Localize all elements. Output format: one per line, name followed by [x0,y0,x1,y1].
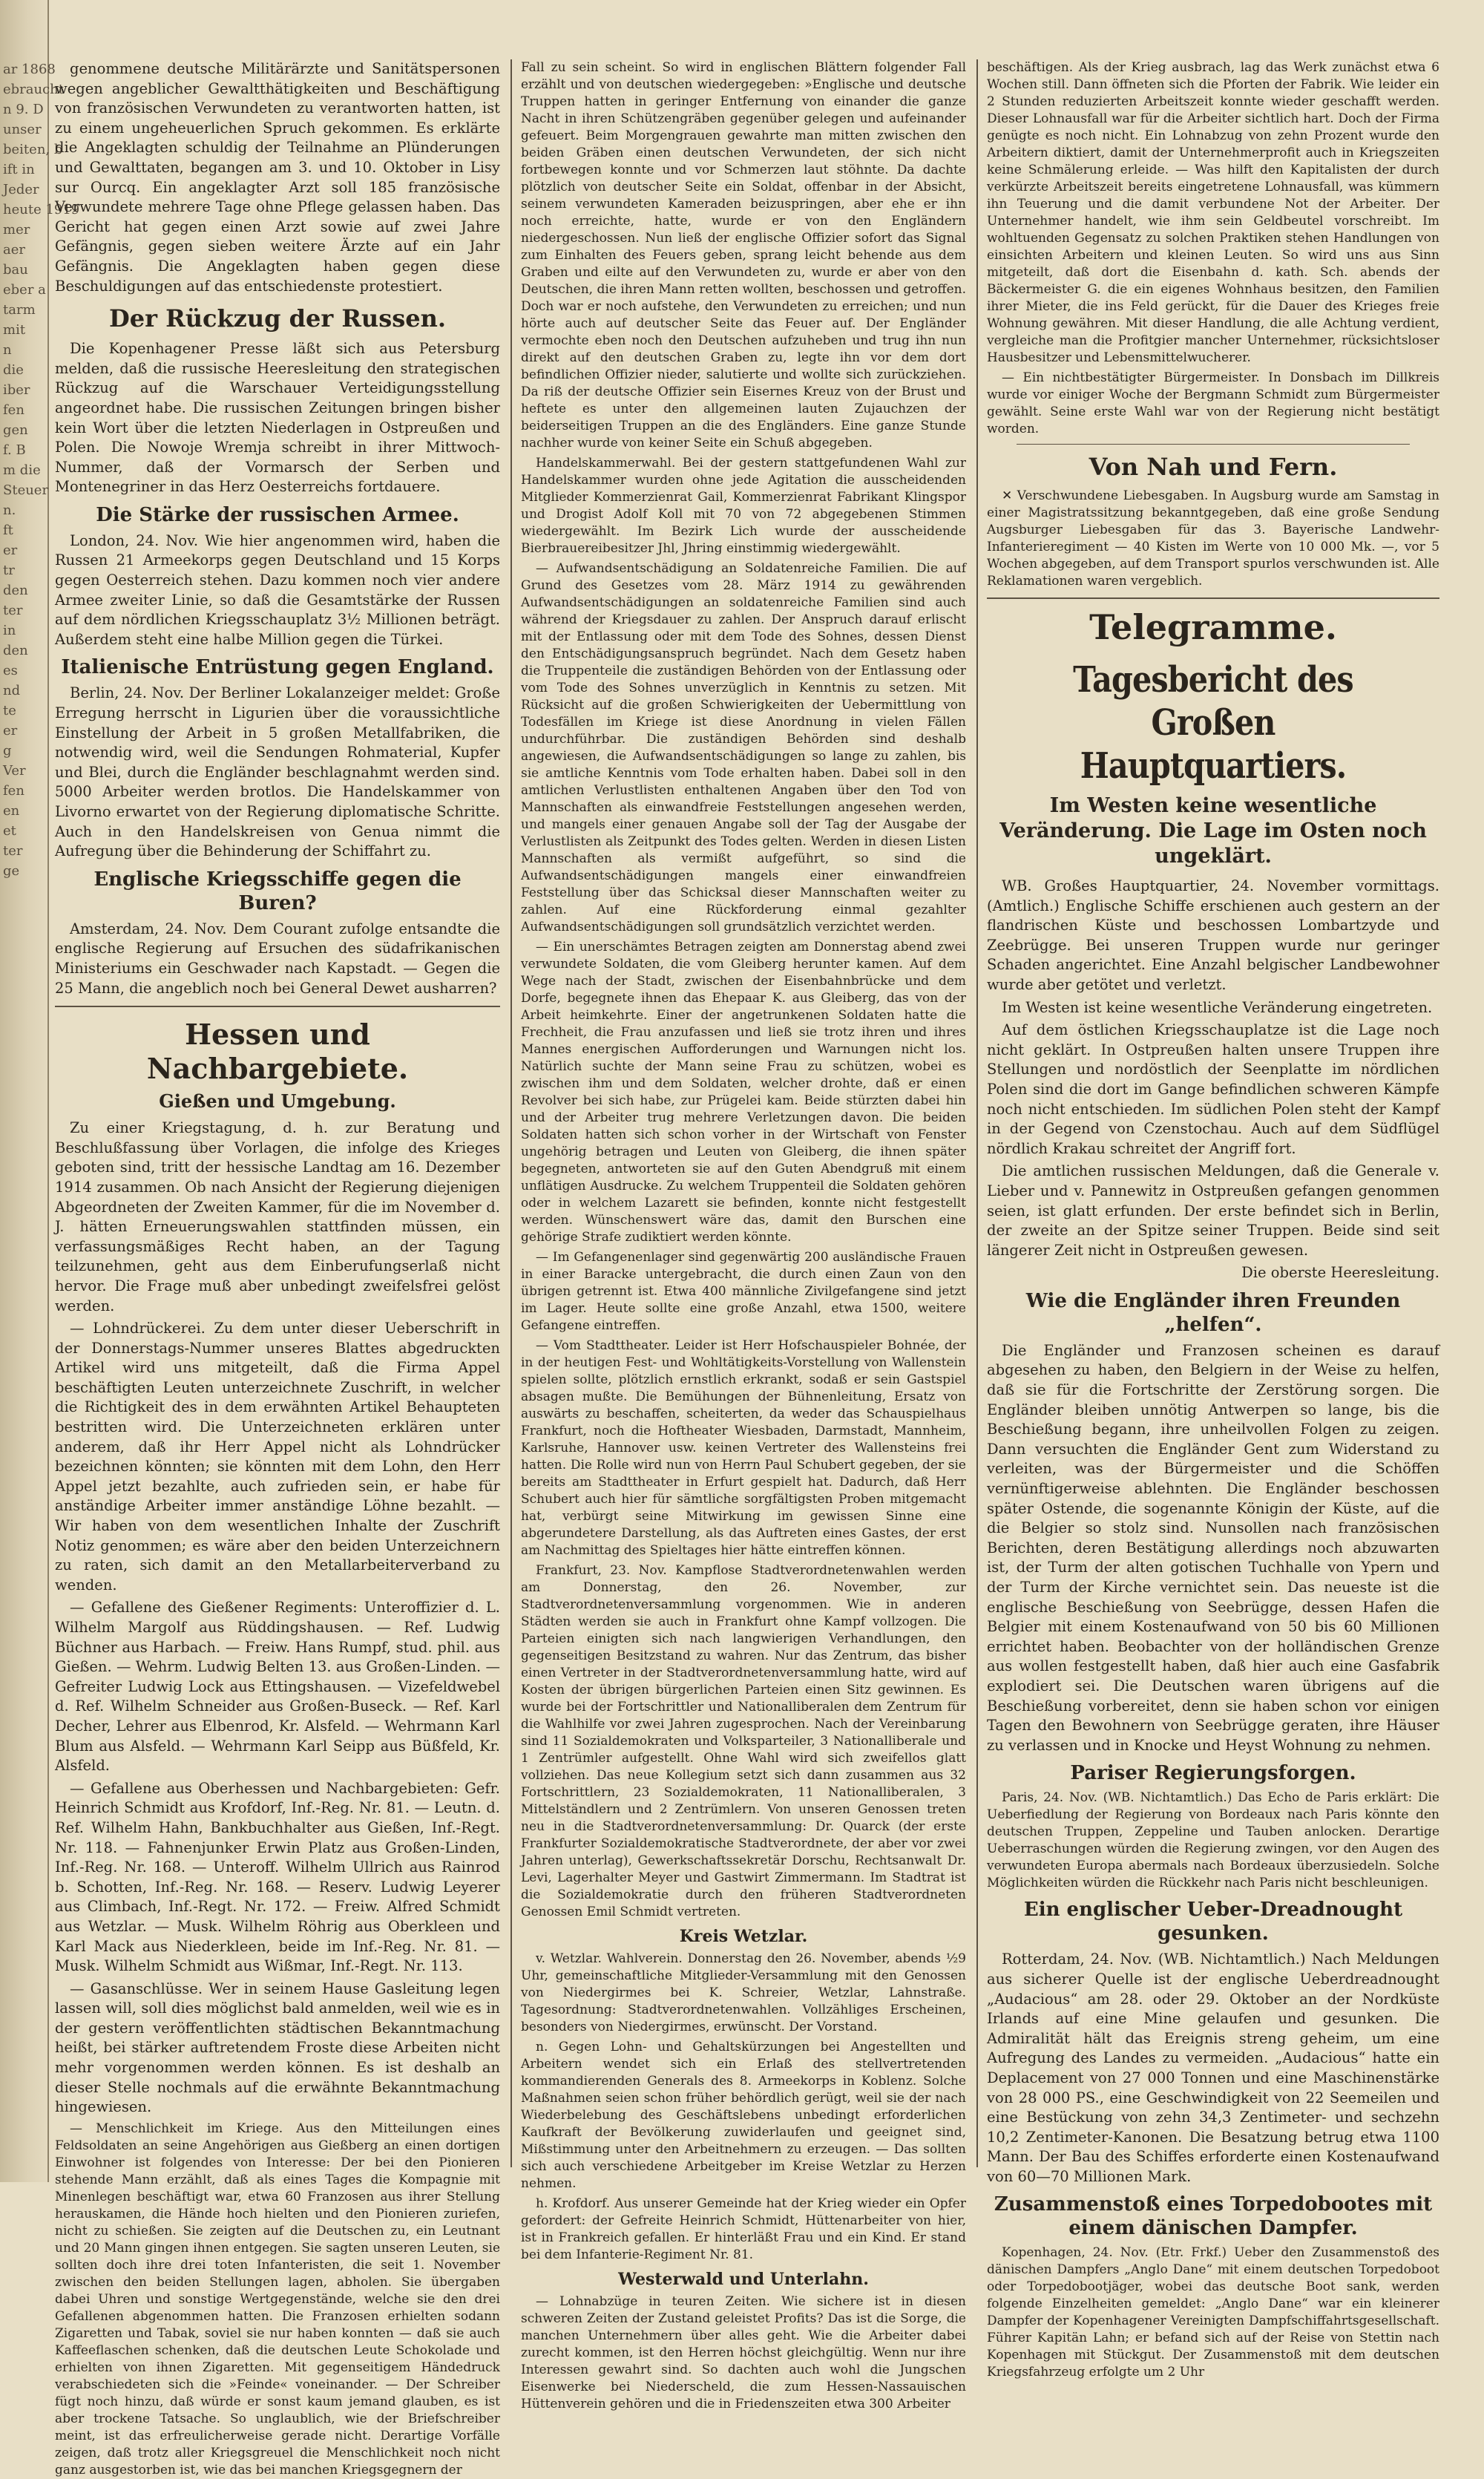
article-text: v. Wetzlar. Wahlverein. Donnerstag den 26. November, abends ½9 Uhr, gemeinschaftliche Mitglieder-Versammlung mit den Genossen von Niedergirmes bei K. Schreier, Wetzlar, Lahnstraße. Tagesordnung: Stadtverordnetenwahlen. Vollzähliges Erscheinen, besonders von Niedergirmes, erwünscht. Der Vorstand. [521,1951,966,2034]
bleed-line: aer [3,242,25,258]
bleed-line: ift in [3,162,35,177]
article-text: — Menschlichkeit im Kriege. Aus den Mitteilungen eines Feldsoldaten an seine Angehörigen aus Gießberg an einen dortigen Einwohner ist folgendes von Interesse: Der bei den Pionieren stehende Mann erzählt, daß als eines Tages die Kompagnie mit Minenlegen beschäftigt war, etwa 60 Franzosen aus ihrer Stellung herauskamen, die Hände hoch hielten und den Pionieren zuriefen, nicht zu schießen. Sie zeigten auf die Deutschen zu, ein Leutnant und 20 Mann gingen ihnen entgegen. Sie sagten unseren Leuten, sie sollten doch ihre drei toten Infanteristen, die seit 1. November zwischen den beiden Stellungen lagen, abholen. Sie übergaben dabei Uhren und sonstige Wertgegenstände, welche sie den drei Gefallenen abgenommen hatten. Die Franzosen erhielten sodann Zigaretten und Tabak, soviel sie nur haben konnten — daß sie auch Kaffeeflaschen schenken, daß die deutschen Leute Schokolade und erhielten von ihnen Zigaretten. Mit gegenseitigem Händedruck verabschiedeten sich die »Feinde« voneinander. — Der Schreiber fügt noch hinzu, daß würde er sonst kaum jemand glauben, es ist aber trockene Tatsache. So unglaublich, wie der Briefschreiber meint, ist das erfreulicherweise gerade nicht. Derartige Vorfälle zeigen, daß trotz aller Kriegsgreuel die Menschlichkeit noch nicht ganz ausgestorben ist, wie das bei manchen Kriegsgegnern der [55,2121,500,2478]
article-text: — Vom Stadttheater. Leider ist Herr Hofschauspieler Bohnée, der in der heutigen Fest- und Wohltätigkeits-Vorstellung von Wallenstein spielen sollte, plötzlich ernstlich erkrankt, sodaß er sein Gastspiel absagen mußte. Die Bemühungen der Bühnenleitung, Ersatz von auswärts zu beschaffen, scheiterten, da weder das Schauspielhaus Frankfurt, noch die Hoftheater Wiesbaden, Darmstadt, Mannheim, Karlsruhe, Hannover usw. keinen Vertreter des Wallensteins frei hatten. Die Rolle wird nun von Herrn Paul Schubert gegeben, der sie bereits am Stadttheater in Erfurt gespielt hat. Dadurch, daß Herr Schubert auch hier für sämtliche sorgfältigsten Proben mitgemacht hat, verbürgt seine Mitwirkung im gewissen Sinne eine abgerundetere Darstellung, als das Auftreten eines Gastes, der erst am Nachmittag des Spieltages hier hätte eintreffen können. [521,1338,966,1558]
bleed-line: ter [3,843,23,859]
article-text: Die Kopenhagener Presse läßt sich aus Petersburg melden, daß die russische Heeresleitung den strategischen Rückzug auf die Warschauer Verteidigungsstellung angeordnet habe. Die russischen Zeitungen bringen bisher kein Wort über die letzten Niederlagen in Ostpreußen und Polen. Die Nowoje Wremja schreibt in ihrer Mittwoch-Nummer, daß der Vormarsch der Serben und Montenegriner in das Herz Oesterreichs fortdauere. [55,340,500,496]
article-text: — Lohnabzüge in teuren Zeiten. Wie sichere ist in diesen schweren Zeiten der Zustand geleistet Profits? Das ist die Sorge, die manchen Unternehmern über alles geht. Wie die Arbeiter dabei zurecht kommen, ist den Herren höchst gleichgültig. Wenn nur ihre Interessen gewahrt sind. So dachten auch wohl die Jungschen Eisenwerke bei Niederscheld, die zum Hessen-Nassauischen Hüttenverein gehören und die in Friedenszeiten etwa 300 Arbeiter [521,2294,966,2411]
article-text: — Ein nichtbestätigter Bürgermeister. In Donsbach im Dillkreis wurde vor einiger Woche der Bergmann Schmidt zum Bürgermeister gewählt. Seine erste Wahl war von der Regierung nicht bestätigt worden. [987,370,1439,436]
article-text: Fall zu sein scheint. So wird in englischen Blättern folgender Fall erzählt und von deutschen wiedergegeben: »Englische und deutsche Truppen hatten in geringer Entfernung von einander die ganze Nacht in ihren Schützengräben gegenüber gelegen und aufeinander gefeuert. Beim Morgengrauen gewahrte man mitten zwischen den beiden Gräben einen deutschen Verwundeten, der sich nicht fortbewegen konnte und vor Schmerzen laut stöhnte. Da dachte plötzlich von deutscher Seite ein Soldat, offenbar in der Absicht, seinem verwundeten Kameraden beizuspringen, aber ehe er ihn noch erreichte, hatte, wurde er von den Engländern niedergeschossen. Nun ließ der englische Offizier sofort das Signal zum Einhalten des Feuers geben, sprang leicht behende aus dem Graben und eilte auf den Verwundeten zu, wurde er aber von den Deutschen, die ihren Mann retten wollten, beschossen und getroffen. Doch war er noch aufstehe, den Verwundeten zu erreichen; und nun hörte auch auf deutscher Seite das Feuer auf. Der Engländer vermochte eben noch den Deutschen aufzuheben und trug ihn nun direkt auf den deutschen Graben zu, legte ihn vor dem dort befindlichen Offizier nieder, salutierte und wollte sich zurückziehen. Da riß der deutsche Offizier sein Eisernes Kreuz von der Brust und heftete es unter den allgemeinen lauten Zujauchzen der beiderseitigen Truppen an die des Engländers. Eine ganze Stunde nachher wurde von keiner Seite ein Schuß abgegeben. [521,60,966,451]
bleed-line: ar 1868 [3,62,56,77]
article-text: ✕ Verschwundene Liebesgaben. In Augsburg wurde am Samstag in einer Magistratssitzung bekanntgegeben, daß eine große Sendung Augsburger Liebesgaben für das 3. Bayerische Landwehr-Infanterieregiment — 40 Kisten im Werte von 10 000 Mk. —, vor 5 Wochen abgegeben, auf dem Transport spurlos verschwunden ist. Alle Reklamationen waren vergeblich. [987,488,1439,589]
article-text: — Aufwandsentschädigung an Soldatenreiche Familien. Die auf Grund des Gesetzes vom 28. März 1914 zu gewährenden Aufwandsentschädigungen an soldatenreiche Familien sind auch während der Kriegsdauer zu zahlen. Der Anspruch darauf erlischt mit der Entlassung oder mit dem Tode des Sohnes, dessen Dienst den Entschädigungsanspruch begründet. Nach dem Gesetz haben die Truppenteile die zuständigen Behörden von der Entlassung oder vom Tode des Sohnes unverzüglich in Kenntnis zu setzen. Mit Rücksicht auf die großen Schwierigkeiten der Uebermittlung von Todesfällen im Kriege ist diese Anordnung in vielen Fällen undurchführbar. Die zuständigen Behörden sind deshalb angewiesen, die Aufwandsentschädigungen so lange zu zahlen, bis sie amtliche Kenntnis vom Tode erhalten haben. Dabei soll in den amtlichen Verlustlisten enthaltenen Angaben über den Tod von Mannschaften als einwandfreie Feststellungen angesehen werden, und mangels einer genauen Angabe soll der Tag der Ausgabe der Verlustlisten als Zeitpunkt des Todes gelten. Werden in diesen Listen Mannschaften als vermißt aufgeführt, so sind die Aufwandsentschädigungen mangels einer einwandfreien Feststellung über das Schicksal dieser Mannschaften weiter zu zahlen. Auf eine Rückforderung einmal gezahlter Aufwandsentschädigungen soll grundsätzlich verzichtet werden. [521,561,966,934]
bleed-line: iber [3,382,30,398]
section-divider [1017,444,1410,445]
headline-buren: Englische Kriegsschiffe gegen die Buren? [93,868,462,914]
article-text: — Gasanschlüsse. Wer in seinem Hause Gasleitung legen lassen will, soll dies möglichst bald anmelden, weil wie es in der gestern veröffentlichten städtischen Bekanntmachung heißt, bei stärker auftretendem Froste diese Arbeiten nicht mehr vorgenommen werden können. Es ist deshalb an dieser Stelle nochmals auf die erwähnte Bekanntmachung hingewiesen. [55,1979,500,2116]
bleed-line: die [3,362,24,378]
article-text: h. Krofdorf. Aus unserer Gemeinde hat der Krieg wieder ein Opfer gefordert: der Gefreite Heinrich Schmidt, Hüttenarbeiter von hier, ist in Frankreich gefallen. Er hinterläßt Frau und ein Kind. Er stand bei dem Infanterie-Regiment Nr. 81. [521,2196,966,2262]
bleed-line: te [3,703,16,718]
bleed-line: ter [3,603,23,618]
article-text: — Gefallene des Gießener Regiments: Unteroffizier d. L. Wilhelm Margolf aus Rüddingshausen. — Ref. Ludwig Büchner aus Harbach. — Freiw. Hans Rumpf, stud. phil. aus Gießen. — Wehrm. Ludwig Belten 13. aus Großen-Linden. — Gefreiter Ludwig Lock aus Ettingshausen. — Vizefeldwebel d. Ref. Wilhelm Schneider aus Großen-Buseck. — Ref. Karl Decher, Lehrer aus Elbenrod, Kr. Alsfeld. — Wehrmann Karl Blum aus Alsfeld. — Wehrmann Karl Seipp aus Büßfeld, Kr. Alsfeld. [55,1599,500,1775]
bleed-line: et [3,823,16,839]
article-text: n. Gegen Lohn- und Gehaltskürzungen bei Angestellten und Arbeitern wendet sich ein Erlaß des stellvertretenden kommandierenden Generals des 8. Armeekorps in Koblenz. Solche Maßnahmen seien schon früher behördlich gerügt, weil sie der nach Wiederbelebung des Geschäftslebens unbedingt erforderlichen Kaufkraft der Bevölkerung zuwiderlaufen und geeignet sind, Mißstimmung unter den Arbeitnehmern zu erzeugen. — Das sollten sich auch verschiedene Arbeitgeber im Kreise Wetzlar zu Herzen nehmen. [521,2040,966,2191]
section-title-telegramme: Telegramme. [1089,607,1337,647]
headline-dreadnought: Ein englischer Ueber-Dreadnought gesunken. [1023,1899,1403,1945]
bleed-line: den [3,643,28,658]
article-text: Paris, 24. Nov. (WB. Nichtamtlich.) Das Echo de Paris erklärt: Die Ueberfiedlung der Regierung von Bordeaux nach Paris könnte den deutschen Truppen, Zeppeline und Tauben anlocken. Derartige Ueberraschungen würden die Regierung zwingen, vor den Augen des verwundeten Europa abermals nach Bordeaux überzusiedeln. Solche Möglichkeiten würden die Rückkehr nach Paris nicht beschleunigen. [987,1790,1439,1891]
article-text: Rotterdam, 24. Nov. (WB. Nichtamtlich.) Nach Meldungen aus sicherer Quelle ist der englische Ueberdreadnought „Audacious“ am 28. oder 29. Oktober an der Nordküste Irlands auf eine Mine gelaufen und gesunken. Die Admiralität hält das Ereignis streng geheim, um eine Aufregung des Landes zu vermeiden. „Audacious“ hatte ein Deplacement von 27 000 Tonnen und eine Maschinenstärke von 28 000 PS., eine Geschwindigkeit von 22 Seemeilen und eine Bestückung von zehn 34,3 Zentimeter- und sechzehn 10,2 Zentimeter-Kanonen. Die Besatzung betrug etwa 1100 Mann. Der Bau des Schiffes erforderte einen Kostenaufwand von 60—70 Millionen Mark. [987,1951,1439,2185]
article-text: — Gefallene aus Oberhessen und Nachbargebieten: Gefr. Heinrich Schmidt aus Krofdorf, Inf.-Reg. Nr. 81. — Leutn. d. Ref. Wilhelm Hahn, Bankbuchhalter aus Gießen, Inf.-Regt. Nr. 118. — Fahnenjunker Erwin Platz aus Großen-Linden, Inf.-Reg. Nr. 168. — Unteroff. Wilhelm Ullrich aus Rainrod b. Schotten, Inf.-Reg. Nr. 168. — Reserv. Ludwig Leyerer aus Climbach, Inf.-Regt. Nr. 172. — Freiw. Alfred Schmidt aus Wetzlar. — Musk. Wilhelm Röhrig aus Oberkleen und Karl Mack aus Niederkleen, beide im Inf.-Reg. Nr. 81. — Musk. Wilhelm Schmidt aus Wißmar, Inf.-Regt. Nr. 113. [55,1779,500,1975]
bleed-line: en [3,803,20,819]
section-divider [987,597,1439,599]
bleed-line: Steuer [3,482,49,498]
article-text: — Im Gefangenenlager sind gegenwärtig 200 ausländische Frauen in einer Baracke untergebracht, die durch einen Zaun von den übrigen getrennt ist. Etwa 400 männliche Zivilgefangene sind jetzt im Lager. Heute sollte eine große Anzahl, etwa 1500, weitere Gefangene eintreffen. [521,1250,966,1333]
section-divider [55,1006,500,1007]
bleed-line: n. [3,502,16,518]
headline-torpedoboot: Zusammenstoß eines Torpedobootes mit einem dänischen Dampfer. [994,2193,1433,2240]
bleed-line: ge [3,863,20,879]
article-text: genommene deutsche Militärärzte und Sanitätspersonen wegen angeblicher Gewaltthätigkeiten und Beschäftigung von französischen Verwundeten zu verantworten hatten, ist zu einem ungeheuerlichen Spruch gekommen. Es erklärte die Angeklagten schuldig der Teilnahme an Plünderungen und Gewalttaten, begangen am 3. und 10. Oktober in Lisy sur Ourcq. Ein angeklagter Arzt soll 185 französische Verwundete mehrere Tage ohne Pflege gelassen haben. Das Gericht hat gegen einen Arzt sowie auf zwei Jahre Gefängnis, gegen sieben weitere Ärzte auf ein Jahr Gefängnis. Die Angeklagten haben gegen diese Beschuldigungen auf das entschiedenste protestiert. [55,60,500,295]
bleed-line: fen [3,783,24,799]
column-1 [55,59,500,2478]
article-text: Die Engländer und Franzosen scheinen es darauf abgesehen zu haben, den Belgiern in der Weise zu helfen, daß sie für die Fortschritte der Zerstörung sorgen. Die Engländer bleiben unnötig Antwerpen so lange, bis die Beschießung begann, ihre unheilvollen Folgen zu zeigen. Dann versuchten die Engländer Gent zum Widerstand zu verleiten, was der Bürgermeister und die Schöffen vernünftigerweise ablehnten. Die Engländer beschossen später Ostende, die sogenannte Königin der Küste, auf die die Belgier so stolz sind. Nunsollen nach französischen Berichten, deren Bestätigung allerdings noch abzuwarten ist, der Turm der alten gotischen Tuchhalle von Ypern und der Turm der Kirche vernichtet sein. Das neueste ist die englische Beschießung von Seebrügge, dessen Hafen die Belgier mit einem Kostenaufwand von 50 bis 60 Millionen errichtet haben. Beobachter von der holländischen Grenze aus wollen festgestellt haben, daß hier auch eine Gasfabrik explodiert sei. Die Deutschen waren übrigens auf die Beschießung vorbereitet, denn sie haben schon vor einigen Tagen den Bewohnern von Seebrügge geraten, ihre Häuser zu verlassen und in Knocke und Heyst Wohnung zu nehmen. [987,1341,1439,1754]
bleed-line: tarm [3,302,36,318]
adjacent-page-bleed [3,59,80,2138]
bleed-line: den [3,583,28,598]
bleed-line: bau [3,262,28,278]
bleed-line: Jeder [3,182,39,197]
bleed-line: g [3,743,12,759]
bleed-line: tr [3,563,15,578]
column-3 [987,59,1439,2380]
headline-italien: Italienische Entrüstung gegen England. [61,656,494,679]
article-text: Kopenhagen, 24. Nov. (Etr. Frkf.) Ueber den Zusammenstoß des dänischen Dampfers „Anglo Dane“ mit einem deutschen Torpedoboot oder Torpedobootjäger, wobei das deutsche Boot sank, werden folgende Einzelheiten gemeldet: „Anglo Dane“ war ein kleinerer Dampfer der Kopenhagener Vereinigten Dampfschiffahrtsgesellschaft. Führer Kapitän Lahn; er befand sich auf der Reise von Stettin nach Kopenhagen mit Stückgut. Der Zusammenstoß mit dem deutschen Kriegsfahrzeug erfolgte um 2 Uhr [987,2245,1439,2380]
bleed-line: mer [3,222,30,238]
article-text: Frankfurt, 23. Nov. Kampflose Stadtverordnetenwahlen werden am Donnerstag, den 26. November, zur Stadtverordnetenversammlung vorgenommen. Wie in anderen Städten werden sie auch in Frankfurt ohne Kampf vollzogen. Die Parteien einigten sich nach langwierigen Verhandlungen, den gegenseitigen Besitzstand zu wahren. Nur das Zentrum, das bisher einen Vertreter in der Stadtverordnetenversammlung hatte, wird auf Kosten der übrigen bürgerlichen Parteien einen Sitz gewinnen. Es wurde bei der Fortschrittler und Nationalliberalen dem Zentrum für die Wahlhilfe vor zwei Jahren zugesprochen. Nach der Vereinbarung sind 11 Sozialdemokraten und Volksparteiler, 3 Nationalliberale und 1 Zentrümler aufgestellt. Ohne Wahl wird sich zweifellos glatt vollziehen. Das neue Kollegium setzt sich dann zusammen aus 32 Fortschrittlern, 23 Sozialdemokraten, 11 Nationalliberalen, 3 Mittelständlern und 2 Zentrümlern. Von unseren Genossen treten neu in die Stadtverordnetenversammlung: Dr. Quarck (der erste Frankfurter Sozialdemokratische Stadtverordnete, der aber vor zwei Jahren unterlag), Gewerkschaftssekretär Dorschu, Rechtsanwalt Dr. Levi, Lagerhalter Meyer und Gastwirt Zimmermann. Im Stadtrat ist die Sozialdemokratie durch den früheren Stadtverordneten Genossen Emil Schmidt vertreten. [521,1563,966,1919]
article-text: beschäftigen. Als der Krieg ausbrach, lag das Werk zunächst etwa 6 Wochen still. Dann öffneten sich die Pforten der Fabrik. Wie leider ein 2 Stunden reduzierten Arbeitszeit konnte wieder geschafft werden. Dieser Lohnausfall war für die Arbeiter sichtlich hart. Doch der Firma genügte es noch nicht. Ein Lohnabzug von zehn Prozent wurde den Arbeitern diktiert, damit der Unternehmerprofit auch in Kriegszeiten keine Schmälerung erleide. — Was hilft den Kapitalisten der durch verkürzte Arbeitszeit bereits eingetretene Lohnausfall, was kümmern ihn Teuerung und die damit verbundene Not der Arbeiter. Der Unternehmer handelt, wie ihm sein Geldbeutel vorschreibt. Im wohltuenden Gegensatz zu solchen Praktiken stehen Handlungen von einsichten Arbeitern und kleinen Leuten. So wird uns aus Sinn mitgeteilt, daß dort die Eisenbahn d. kath. Sch. abends der Bäckermeister G. die ein eigenes Wohnhaus besitzen, den Familien ihrer Mieter, die ins Feld gerückt, für die Dauer des Krieges freie Wohnung gewähren. Mit dieser Handlung, die alle Achtung verdient, vergleiche man die Profitgier mancher Unternehmer, rücksichtsloser Hausbesitzer und Lebensmittelwucherer. [987,60,1439,365]
section-title-hessen: Hessen und Nachbargebiete. [146,1018,409,1086]
headline-rueckzug: Der Rückzug der Russen. [109,304,446,333]
article-text: Zu einer Kriegstagung, d. h. zur Beratung und Beschlußfassung über Vorlagen, die infolge des Krieges geboten sind, tritt der hessische Landtag am 16. Dezember 1914 zusammen. Ob nach Ansicht der Regierung diejenigen Abgeordneten der Zweiten Kammer, für die im November d. J. hätten Erneuerungswahlen stattfinden müssen, ein verfassungsmäßiges Recht haben, an der Tagung teilzunehmen, geht aus dem Einberufungserlaß nicht hervor. Die Frage muß aber unbedingt zweifelsfrei gelöst werden. [55,1119,500,1314]
column-rule [510,59,512,2167]
bleed-line: er [3,723,18,739]
signature-heeresleitung: Die oberste Heeresleitung. [1241,1264,1439,1282]
column-rule [976,59,978,2167]
section-title-nah-fern: Von Nah und Fern. [1089,453,1338,481]
bleed-line: ebraucht [3,82,65,97]
article-text: Berlin, 24. Nov. Der Berliner Lokalanzeiger meldet: Große Erregung herrscht in Ligurien über die voraussichtliche Einstellung der Arbeit in 5 großen Metallfabriken, die notwendig wird, weil die Sendungen Rohmaterial, Kupfer und Blei, durch die Engländer beschlagnahmt werden sind. 5000 Arbeiter werden brotlos. Die Handelskammer von Livorno erwartet von der Regierung diplomatische Schritte. Auch in den Handelskreisen von Genua nimmt die Aufregung über die Behinderung der Schiffahrt zu. [55,684,500,860]
headline-helfen: Wie die Engländer ihren Freunden „helfen“. [1025,1289,1401,1336]
column-2 [521,59,966,2411]
article-text: Die amtlichen russischen Meldungen, daß die Generale v. Lieber und v. Pannewitz in Ostpreußen gefangen genommen seien, ist glatt erfunden. Der erste befindet sich in Berlin, der zweite an der Spitze seiner Truppen. Beide sind seit längerer Zeit nicht in Ostpreußen gewesen. [987,1162,1439,1259]
headline-tagesbericht: Tagesbericht des Großen Hauptquartiers. [1073,659,1353,787]
bleed-line: m die [3,462,41,478]
bleed-line: eber a [3,282,46,298]
subsection-title-westerwald: Westerwald und Unterlahn. [618,2270,869,2289]
headline-staerke: Die Stärke der russischen Armee. [96,503,459,526]
bleed-line: beiten, b [3,142,63,157]
binding-edge [0,0,80,2182]
subsection-title-giessen: Gießen und Umgebung. [159,1090,396,1113]
article-text: London, 24. Nov. Wie hier angenommen wird, haben die Russen 21 Armeekorps gegen Deutschland und 15 Korps gegen Oesterreich stehen. Dazu kommen noch vier andere Armee zweiter Linie, so daß die Gesamtstärke der Russen auf dem nördlichen Kriegsschauplatz 3½ Millionen beträgt. Außerdem steht eine halbe Million gegen die Türkei. [55,531,500,648]
subheadline-westen: Im Westen keine wesentliche Veränderung. Die Lage im Osten noch ungeklärt. [999,794,1427,868]
bleed-line: mit [3,322,26,338]
article-text: Auf dem östlichen Kriegsschauplatze ist die Lage noch nicht geklärt. In Ostpreußen halten unsere Truppen ihre Stellungen und nordöstlich der Seenplatte im nördlichen Polen sind die dort im Gange befindlichen schweren Kämpfe noch nicht entschieden. Im südlichen Polen steht der Kampf in der Gegend von Czenstochau. Auch auf dem Südflügel nördlich Krakau schreitet der Angriff fort. [987,1021,1439,1157]
bleed-line: Ver [3,763,26,779]
article-text: Amsterdam, 24. Nov. Dem Courant zufolge entsandte die englische Regierung auf Ersuchen des südafrikanischen Ministeriums ein Geschwader nach Kapstadt. — Gegen die 25 Mann, die angeblich noch bei General Dewet ausharren? [55,920,500,997]
bleed-line: ft [3,523,13,538]
article-text: Handelskammerwahl. Bei der gestern stattgefundenen Wahl zur Handelskammer wurden ohne jede Agitation die ausscheidenden Mitglieder Kommerzienrat Gail, Kommerzienrat Fabrikant Klingspor und Drogist Adolf Koll mit 70 von 72 abgegebenen Stimmen wiedergewählt. Im Bezirk Lich wurde der ausscheidende Bierbrauereibesitzer Jhl, Jhring einstimmig wiedergewählt. [521,456,966,556]
article-text: Im Westen ist keine wesentliche Veränderung eingetreten. [1002,998,1433,1016]
bleed-line: unser [3,122,42,137]
bleed-line: n [3,342,12,358]
bleed-line: es [3,663,18,678]
subsection-title-kreis-wetzlar: Kreis Wetzlar. [679,1927,808,1946]
bleed-line: fen [3,402,24,418]
bleed-line: gen [3,422,28,438]
bleed-line: in [3,623,16,638]
article-text: — Ein unerschämtes Betragen zeigten am Donnerstag abend zwei verwundete Soldaten, die vom Gleiberg herunter kamen. Auf dem Wege nach der Stadt, zwischen der Eisenbahnbrücke und dem Dorfe, begegnete ihnen das Ehepaar K. aus Gleiberg, das von der Arbeit heimkehrte. Einer der angetrunkenen Soldaten hatte die Frechheit, die Frau anzufassen und ließ sie trotz ihren und ihres Mannes energischen Aufforderungen und Warnungen nicht los. Natürlich suchte der Mann seine Frau zu schützen, wobei es zwischen ihm und dem Soldaten, welcher drohte, daß er einen Revolver bei sich habe, zur Prügelei kam. Beide stürzten dabei hin und der Arbeiter trug mehrere Verletzungen davon. Die beiden Soldaten hatten sich schon vorher in der Wirtschaft von Fenster ungehörig betragen und Leuten von Gleiberg, die ihnen später begegneten, antworteten sie auf den Guten Abendgruß mit einem unflätigen Ausdrucke. Zu welchem Truppenteil die Soldaten gehören oder in welchem Lazarett sie befinden, konnte nicht festgestellt werden. Wünschenswert wäre das, damit den Burschen eine gehörige Strafe zudiktiert werden könnte. [521,940,966,1245]
bleed-line: n 9. D [3,102,44,117]
bleed-line: nd [3,683,21,698]
bleed-line: er [3,543,18,558]
bleed-line: heute 1919 [3,202,80,217]
bleed-line: f. B [3,442,26,458]
article-text: — Lohndrückerei. Zu dem unter dieser Ueberschrift in der Donnerstags-Nummer unseres Blattes abgedruckten Artikel wird uns mitgeteilt, daß die Firma Appel beschäftigten Leuten unterzeichnete Zuschrift, in welcher die Richtigkeit des in dem erwähnten Artikel Behaupteten bestritten wird. Die Unterzeichneten erklären unter anderem, daß ihr Herr Appel nicht als Lohndrücker bezeichnen könnten; sie könnten mit dem Lohn, den Herr Appel jetzt bezahlte, auch zufrieden sein, er habe für anständige Arbeiter immer anständige Löhne bezahlt. — Wir haben von dem wesentlichen Inhalte der Zuschrift Notiz genommen; es wäre aber den beiden Unterzeichnern zu raten, sich damit an den Metallarbeiterverband zu wenden. [55,1320,500,1594]
headline-paris: Pariser Regierungsforgen. [1070,1762,1356,1785]
article-text: WB. Großes Hauptquartier, 24. November vormittags. (Amtlich.) Englische Schiffe erschienen auch gestern an der flandrischen Küste und beschossen Lombartzyde und Zeebrügge. Bei unseren Truppen wurde nur geringer Schaden angerichtet. Eine Anzahl belgischer Landbewohner wurde aber getötet und verletzt. [987,877,1439,993]
